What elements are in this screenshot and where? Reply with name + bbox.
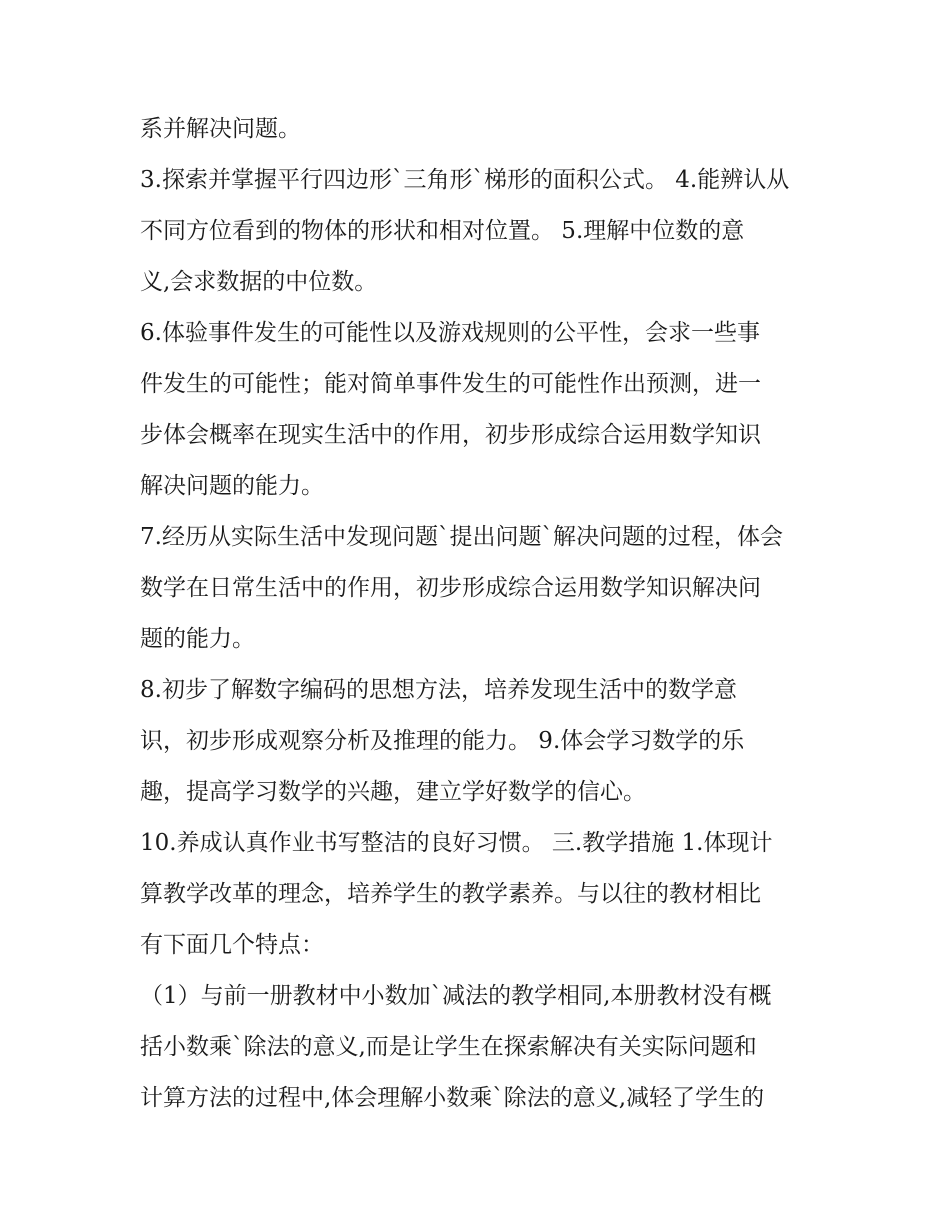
text-line: 计算方法的过程中,体会理解小数乘`除法的意义,减轻了学生的 xyxy=(140,1085,765,1111)
document-body xyxy=(140,104,820,1124)
text-line: 解决问题的能力。 xyxy=(140,473,324,499)
text-line: （1）与前一册教材中小数加`减法的教学相同,本册教材没有概 xyxy=(140,983,772,1009)
text-line: 步体会概率在现实生活中的作用，初步形成综合运用数学知识 xyxy=(140,422,761,448)
text-line: 3.探索并掌握平行四边形`三角形`梯形的面积公式。 4.能辨认从 xyxy=(140,167,790,193)
text-line: 识，初步形成观察分析及推理的能力。 9.体会学习数学的乐 xyxy=(140,728,745,754)
text-line: 7.经历从实际生活中发现问题`提出问题`解决问题的过程，体会 xyxy=(140,524,783,550)
text-line: 8.初步了解数字编码的思想方法，培养发现生活中的数学意 xyxy=(140,677,737,703)
text-line: 算教学改革的理念，培养学生的教学素养。与以往的教材相比 xyxy=(140,881,761,907)
text-line: 6.体验事件发生的可能性以及游戏规则的公平性，会求一些事 xyxy=(140,320,760,346)
text-line: 件发生的可能性；能对简单事件发生的可能性作出预测，进一 xyxy=(140,371,761,397)
text-line: 义,会求数据的中位数。 xyxy=(140,269,378,295)
text-line: 有下面几个特点： xyxy=(140,932,324,958)
text-line: 数学在日常生活中的作用，初步形成综合运用数学知识解决问 xyxy=(140,575,761,601)
text-line: 括小数乘`除法的意义,而是让学生在探索解决有关实际问题和 xyxy=(140,1034,757,1060)
text-line: 题的能力。 xyxy=(140,626,255,652)
text-line: 10.养成认真作业书写整洁的良好习惯。 三.教学措施 1.体现计 xyxy=(140,830,773,856)
text-line: 不同方位看到的物体的形状和相对位置。 5.理解中位数的意 xyxy=(140,218,745,244)
text-line: 趣，提高学习数学的兴趣，建立学好数学的信心。 xyxy=(140,779,646,805)
text-line: 系并解决问题。 xyxy=(140,116,301,142)
